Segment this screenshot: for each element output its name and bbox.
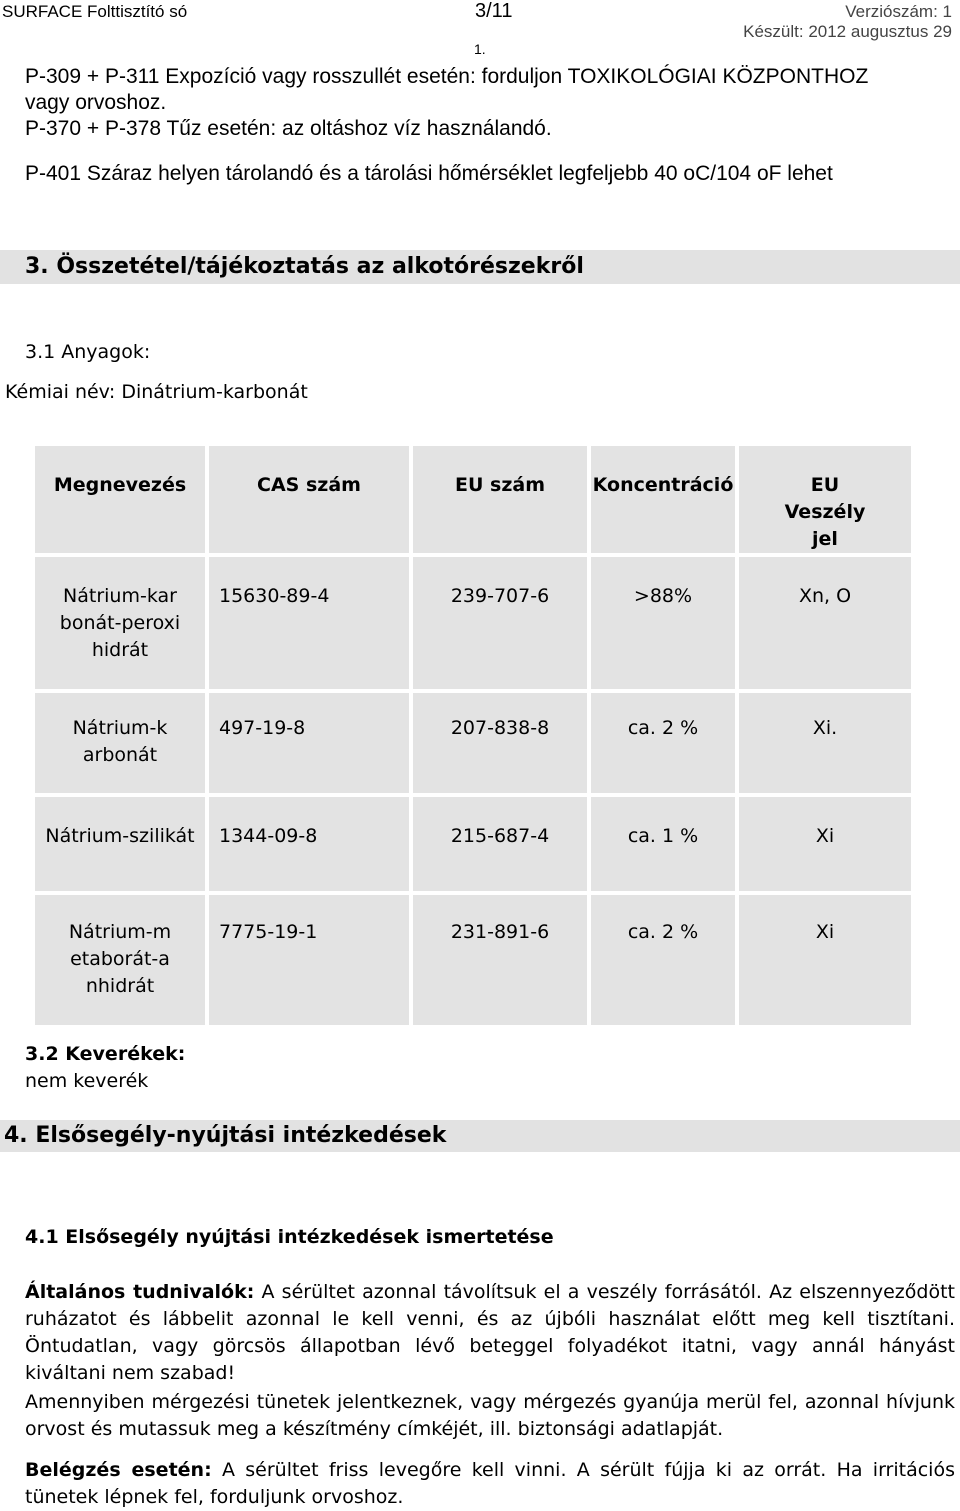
cell-name: Nátrium-karbonát xyxy=(72,717,168,766)
cell-hazard: Xi xyxy=(737,893,913,1027)
general-info-label: Általános tudnivalók: xyxy=(25,1281,255,1303)
cell-hazard: Xi xyxy=(737,795,913,893)
mixture-note: nem keverék xyxy=(25,1070,149,1092)
section-3-heading: 3. Összetétel/tájékoztatás az alkotórészekről xyxy=(0,250,960,284)
cell-hazard: Xn, O xyxy=(737,555,913,691)
cell-name: Nátrium-karbonát-peroxihidrát xyxy=(59,585,181,661)
cell-cas: 1344-09-8 xyxy=(207,795,411,893)
cell-concentration: ca. 2 % xyxy=(589,893,737,1027)
header-date-continuation: 1. xyxy=(474,41,486,57)
inhalation-paragraph xyxy=(25,1457,955,1511)
table-row xyxy=(33,795,913,893)
section-4-heading: 4. Elsősegély-nyújtási intézkedések xyxy=(0,1120,960,1152)
col-header-hazard: EU Veszély jel xyxy=(737,444,913,555)
cell-eu: 239-707-6 xyxy=(411,555,589,691)
col-header-cas: CAS szám xyxy=(207,444,411,555)
composition-table xyxy=(33,444,913,1027)
inhalation-text: A sérültet friss levegőre kell vinni. A sérült fújja ki az orrát. Ha irritációs tünetek lépnek fel, forduljunk orvoshoz. xyxy=(25,1459,955,1508)
header-page-number: 3/11 xyxy=(475,0,513,22)
col-header-concentration: Koncentráció xyxy=(589,444,737,555)
header-document-title: SURFACE Folttisztító só xyxy=(2,2,188,21)
cell-cas: 15630-89-4 xyxy=(207,555,411,691)
cell-eu: 231-891-6 xyxy=(411,893,589,1027)
precaution-p309: P-309 + P-311 Expozíció vagy rosszullét esetén: forduljon TOXIKOLÓGIAI KÖZPONTHOZ xyxy=(25,65,869,88)
cell-hazard: Xi. xyxy=(737,691,913,795)
table-row xyxy=(33,691,913,795)
section-3-1-subheading: 3.1 Anyagok: xyxy=(25,341,151,363)
section-3-2-subheading: 3.2 Keverékek: xyxy=(25,1043,186,1065)
precaution-p309-cont: vagy orvoshoz. xyxy=(25,91,167,114)
header-version: Verziószám: 1 xyxy=(845,2,952,21)
cell-eu: 215-687-4 xyxy=(411,795,589,893)
precaution-p370: P-370 + P-378 Tűz esetén: az oltáshoz víz használandó. xyxy=(25,117,552,140)
poisoning-paragraph: Amennyiben mérgezési tünetek jelentkeznek, vagy mérgezés gyanúja merül fel, azonnal hívjunk orvost és mutassuk meg a készítmény címkéjét, ill. biztonsági adatlapját. xyxy=(25,1391,955,1440)
cell-name: Nátrium-szilikát xyxy=(33,795,207,893)
section-4-1-subheading: 4.1 Elsősegély nyújtási intézkedések ismertetése xyxy=(25,1226,554,1248)
cell-concentration: ca. 1 % xyxy=(589,795,737,893)
cell-concentration: >88% xyxy=(589,555,737,691)
inhalation-label: Belégzés esetén: xyxy=(25,1459,212,1481)
table-row xyxy=(33,555,913,691)
header-date: Készült: 2012 augusztus 29 xyxy=(743,22,952,41)
table-header-row xyxy=(33,444,913,555)
cell-cas: 7775-19-1 xyxy=(207,893,411,1027)
col-header-eu: EU szám xyxy=(411,444,589,555)
chemical-name: Kémiai név: Dinátrium-karbonát xyxy=(5,381,308,403)
general-info-paragraph xyxy=(25,1279,955,1387)
cell-cas: 497-19-8 xyxy=(207,691,411,795)
cell-eu: 207-838-8 xyxy=(411,691,589,795)
precaution-p401: P-401 Száraz helyen tárolandó és a tárolási hőmérséklet legfeljebb 40 oC/104 oF lehet xyxy=(25,162,833,185)
col-header-name: Megnevezés xyxy=(33,444,207,555)
general-info-text: A sérültet azonnal távolítsuk el a veszély forrásától. Az elszennyeződött ruházatot és lábbelit azonnal le kell venni, és az újbóli használat előtt meg kell tisztítani. Öntudatlan, vagy görcsös állapotban lévő beteggel folyadékot itatni, vagy annál hányást kiváltani nem szabad! xyxy=(25,1281,955,1384)
table-row xyxy=(33,893,913,1027)
cell-name: Nátrium-metaborát-anhidrát xyxy=(68,921,172,997)
cell-concentration: ca. 2 % xyxy=(589,691,737,795)
